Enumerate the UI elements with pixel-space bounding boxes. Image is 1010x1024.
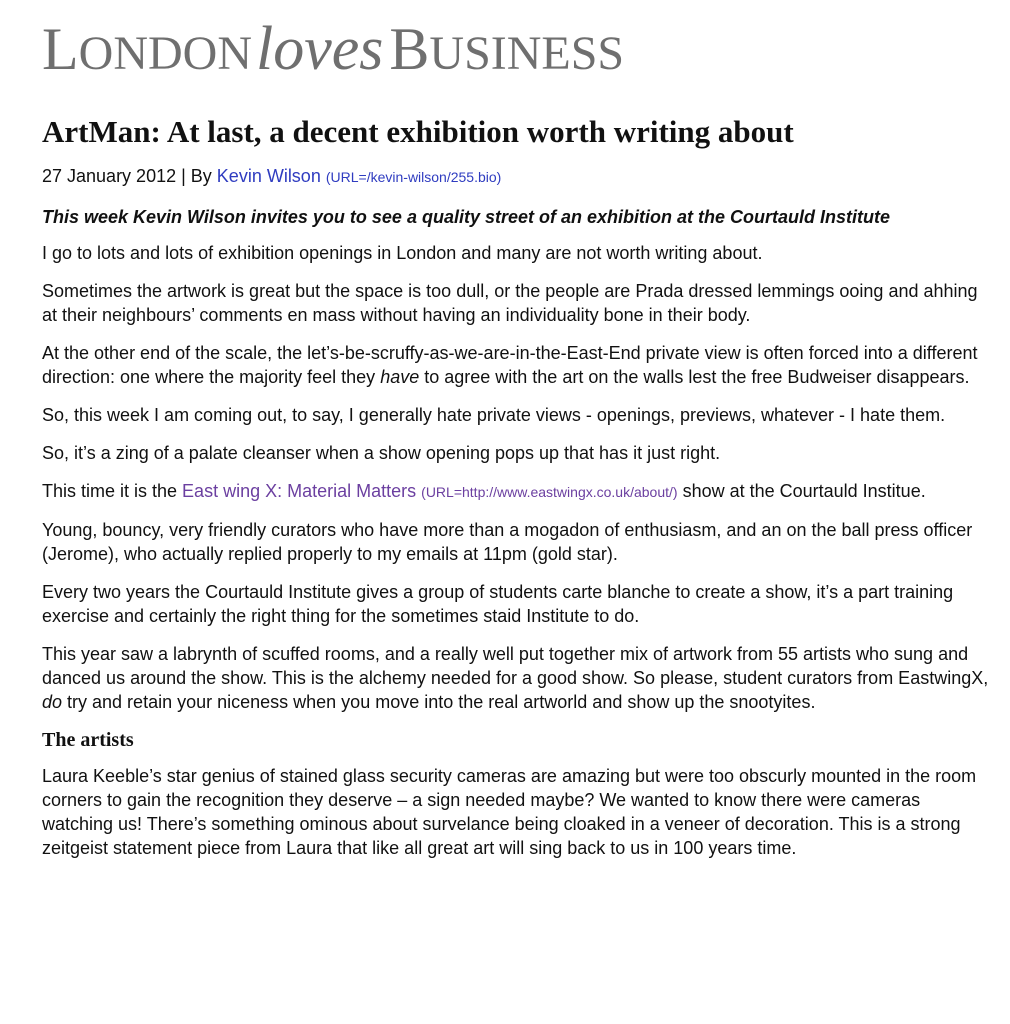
paragraph-6-text-a: This time it is the xyxy=(42,481,183,501)
article-title: ArtMan: At last, a decent exhibition worth writing about xyxy=(42,114,794,149)
paragraph-7: Young, bouncy, very friendly curators who have more than a mogadon of enthusiasm, and an on the ball press officer (Jerome), who actually replied properly to my emails at 11pm (gold star). xyxy=(42,520,973,564)
paragraph-1: I go to lots and lots of exhibition openings in London and many are not worth writing about. xyxy=(42,243,763,263)
logo-business-initial: B xyxy=(389,16,430,82)
paragraph-9-text-a: This year saw a labrynth of scuffed rooms, and a really well put together mix of artwork from 55 artists who sung and danced us around the show. This is the alchemy needed for a good show. So please, student curators from EastwingX, xyxy=(42,644,989,688)
author-link[interactable]: Kevin Wilson xyxy=(216,166,321,186)
logo-loves: loves xyxy=(255,15,384,83)
article-date: 27 January 2012 xyxy=(42,166,177,186)
article-body xyxy=(42,164,992,874)
paragraph-3 xyxy=(42,341,992,389)
paragraph-10: Laura Keeble’s star genius of stained glass security cameras are amazing but were too obscurly mounted in the room corners to gain the recognition they deserve – a sign needed maybe? We wanted to know there were cameras watching us! There’s something ominous about survelance being cloaked in a veneer of decoration. This is a strong zeitgeist statement piece from Laura that like all great art will sing back to us in 100 years time. xyxy=(42,766,977,858)
byline-separator: | By xyxy=(176,166,217,186)
article-byline xyxy=(42,164,992,189)
logo-business-rest: USINESS xyxy=(429,27,625,80)
paragraph-8: Every two years the Courtauld Institute gives a group of students carte blanche to create a show, it’s a part training exercise and certainly the right thing for the sometimes staid Institute to do. xyxy=(42,582,954,626)
paragraph-3-text-a: At the other end of the scale, the let’s-be-scruffy-as-we-are-in-the-East-End private view is often forced into a different direction: one where the majority feel they xyxy=(42,343,978,387)
paragraph-4: So, this week I am coming out, to say, I generally hate private views - openings, previews, whatever - I hate them. xyxy=(42,405,946,425)
site-logo[interactable] xyxy=(42,14,624,84)
article-standfirst: This week Kevin Wilson invites you to see a quality street of an exhibition at the Courtauld Institute xyxy=(42,207,890,227)
paragraph-3-emphasis: have xyxy=(380,367,420,387)
exhibition-url-note: (URL=http://www.eastwingx.co.uk/about/) xyxy=(421,484,678,500)
paragraph-6-text-b: show at the Courtauld Institue. xyxy=(677,481,926,501)
paragraph-5: So, it’s a zing of a palate cleanser when a show opening pops up that has it just right. xyxy=(42,443,721,463)
paragraph-9-emphasis: do xyxy=(42,692,63,712)
paragraph-2: Sometimes the artwork is great but the space is too dull, or the people are Prada dressed lemmings ooing and ahhing at their neighbours’ comments en mass without having an individuality bone in their body. xyxy=(42,281,978,325)
logo-london-rest: ONDON xyxy=(78,27,252,80)
author-url-note: (URL=/kevin-wilson/255.bio) xyxy=(325,169,502,185)
paragraph-6 xyxy=(42,479,992,504)
exhibition-link[interactable]: East wing X: Material Matters xyxy=(182,481,417,501)
paragraph-9 xyxy=(42,642,992,714)
paragraph-3-text-b: to agree with the art on the walls lest the free Budweiser disappears. xyxy=(419,367,970,387)
logo-london-initial: L xyxy=(42,16,79,82)
section-heading-artists: The artists xyxy=(42,729,134,751)
paragraph-9-text-b: try and retain your niceness when you move into the real artworld and show up the snootyites. xyxy=(62,692,816,712)
